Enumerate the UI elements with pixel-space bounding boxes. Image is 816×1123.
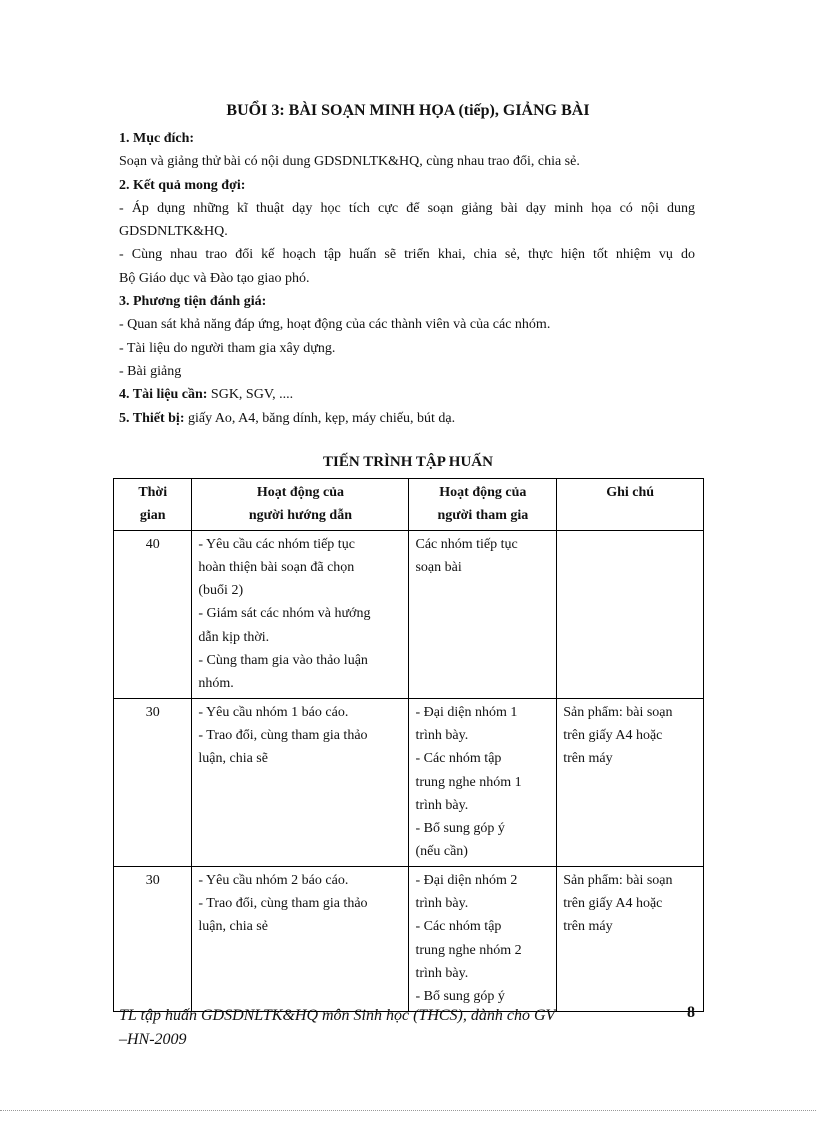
ket-qua-line-1b: GDSDNLTK&HQ. [119,224,228,240]
cell-participant: Các nhóm tiếp tục soạn bài [409,530,557,698]
table-row [114,530,704,698]
cell-guide: - Yêu cầu nhóm 1 báo cáo. - Trao đổi, cùng tham gia thảo luận, chia sẽ [192,698,409,866]
cell-time: 40 [114,530,192,698]
ket-qua-line-2b: Bộ Giáo dục và Đào tạo giao phó. [119,270,310,286]
cell-guide: - Yêu cầu nhóm 2 báo cáo. - Trao đổi, cùng tham gia thảo luận, chia sẻ [192,866,409,1011]
table-title: TIẾN TRÌNH TẬP HUẤN [323,454,493,470]
header-time: Thời gian [114,479,192,531]
cell-note: Sản phẩm: bài soạn trên giấy A4 hoặc trên máy [557,866,704,1011]
table-header-row [114,479,704,531]
header-note: Ghi chú [557,479,704,531]
footer-line-1: TL tập huấn GDSDNLTK&HQ môn Sinh học (THCS), dành cho GV [119,1007,556,1024]
page-bottom-divider [0,1110,816,1111]
training-schedule-table [113,478,704,1012]
phuong-tien-heading: 3. Phương tiện đánh giá: [119,294,267,310]
table-row [114,698,704,866]
phuong-tien-item-3: - Bài giảng [119,363,182,379]
cell-note: Sản phẩm: bài soạn trên giấy A4 hoặc trên máy [557,698,704,866]
header-guide: Hoạt động của người hướng dẫn [192,479,409,531]
ket-qua-line-2a: - Cùng nhau trao đổi kế hoạch tập huấn sẽ triển khai, chia sẻ, thực hiện tốt nhiệm vụ do [119,247,695,263]
cell-participant: - Đại diện nhóm 2 trình bày. - Các nhóm tập trung nghe nhóm 2 trình bày. - Bổ sung góp ý [409,866,557,1011]
body-text [119,127,695,430]
cell-participant: - Đại diện nhóm 1 trình bày. - Các nhóm tập trung nghe nhóm 1 trình bày. - Bổ sung góp ý (nếu cần) [409,698,557,866]
cell-note [557,530,704,698]
thiet-bi-line [119,407,695,430]
muc-dich-text: Soạn và giảng thử bài có nội dung GDSDNLTK&HQ, cùng nhau trao đổi, chia sẻ. [119,154,580,170]
thiet-bi-text: giấy Ao, A4, băng dính, kẹp, máy chiếu, bút dạ. [184,410,456,426]
thiet-bi-heading: 5. Thiết bị: [119,410,185,426]
tai-lieu-line [119,383,695,406]
tai-lieu-text: SGK, SGV, .... [207,387,294,403]
table-row [114,866,704,1011]
phuong-tien-item-1: - Quan sát khả năng đáp ứng, hoạt động của các thành viên và của các nhóm. [119,317,551,333]
tai-lieu-heading: 4. Tài liệu cần: [119,387,208,403]
cell-guide: - Yêu cầu các nhóm tiếp tục hoàn thiện bài soạn đã chọn (buổi 2) - Giám sát các nhóm và hướng dẫn kịp thời. - Cùng tham gia vào thảo luận nhóm. [192,530,409,698]
cell-time: 30 [114,866,192,1011]
ket-qua-line-1a: - Áp dụng những kĩ thuật dạy học tích cực để soạn giảng bài dạy minh họa có nội dung [119,200,695,216]
page-number: 8 [687,1004,695,1021]
footer-line-2: –HN-2009 [119,1031,187,1048]
page-footer [119,1004,705,1052]
cell-time: 30 [114,698,192,866]
ket-qua-heading: 2. Kết quả mong đợi: [119,177,246,193]
muc-dich-heading: 1. Mục đích: [119,131,195,146]
header-participant: Hoạt động của người tham gia [409,479,557,531]
phuong-tien-item-2: - Tài liệu do người tham gia xây dựng. [119,340,336,356]
page-title: BUỔI 3: BÀI SOẠN MINH HỌA (tiếp), GIẢNG BÀI [226,102,590,119]
